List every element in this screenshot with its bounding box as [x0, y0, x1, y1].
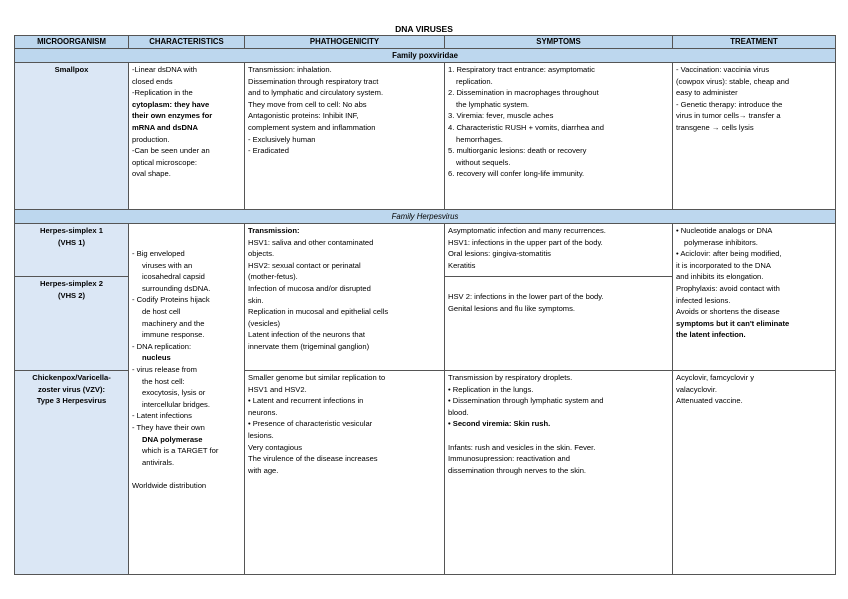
- text-line: the host cell:: [142, 376, 185, 386]
- text-line: lesions.: [248, 430, 274, 440]
- text-line: replication.: [456, 76, 493, 86]
- text-line: HSV2: sexual contact or perinatal: [248, 260, 361, 270]
- text-line: HSV1 and HSV2.: [248, 384, 307, 394]
- text-line: Replication in mucosal and epithelial cells: [248, 307, 389, 317]
- text-line: icosahedral capsid: [142, 272, 205, 282]
- text-line: HSV1: infections in the upper part of the body.: [448, 237, 603, 247]
- text-line: - Vaccination: vaccinia virus: [676, 65, 770, 74]
- header-row: [15, 36, 836, 49]
- smallpox-treatment: [673, 63, 836, 210]
- text-line: mRNA and dsDNA: [132, 122, 198, 132]
- hsv2-name: [15, 277, 129, 371]
- text-line: innervate them (trigeminal ganglion): [248, 341, 370, 351]
- family-row-poxviridae: [15, 49, 836, 63]
- hsv2-symptoms: [445, 277, 673, 371]
- text-line: DNA polymerase: [142, 434, 203, 444]
- text-line: (VHS 2): [57, 290, 85, 300]
- text-line: Infants: rush and vesicles in the skin. Fever.: [448, 442, 596, 452]
- text-line: nucleus: [142, 353, 171, 363]
- text-line: exocytosis, lysis or: [142, 388, 206, 398]
- text-line: 1. Respiratory tract entrance: asymptomatic: [448, 65, 595, 74]
- text-line: valacyclovir.: [676, 384, 717, 394]
- text-line: -Replication in the: [132, 88, 193, 98]
- text-line: Transmission:: [248, 226, 300, 235]
- text-line: Genital lesions and flu like symptoms.: [448, 303, 576, 313]
- text-line: intercellular bridges.: [142, 399, 210, 409]
- hsv1-name: [15, 224, 129, 277]
- header-symptoms: SYMPTOMS: [445, 36, 673, 49]
- text-line: machinery and the: [142, 318, 205, 328]
- text-line: cytoplasm: they have: [132, 99, 210, 109]
- smallpox-name: Smallpox: [15, 63, 129, 210]
- text-line: Avoids or shortens the disease: [676, 307, 780, 317]
- vzv-treatment: [673, 371, 836, 575]
- page-title: DNA VIRUSES: [395, 24, 453, 34]
- blank-line: [448, 430, 669, 442]
- header-pathogenicity: PHATHOGENICITY: [245, 36, 445, 49]
- vzv-name: [15, 371, 129, 575]
- hsv-treatment: [673, 224, 836, 371]
- text-line: complement system and inflammation: [248, 122, 376, 132]
- header-characteristics: CHARACTERISTICS: [129, 36, 245, 49]
- text-line: blood.: [448, 407, 469, 417]
- text-line: The virulence of the disease increases: [248, 454, 378, 464]
- text-line: - Big enveloped: [132, 249, 185, 258]
- hsv1-symptoms: [445, 224, 673, 277]
- dna-viruses-table: [14, 35, 836, 575]
- text-line: infected lesions.: [676, 295, 731, 305]
- text-line: the latent infection.: [676, 330, 746, 340]
- text-line: Transmission by respiratory droplets.: [448, 373, 573, 382]
- text-line: 6. recovery will confer long-life immunity.: [448, 169, 585, 179]
- text-line: 3. Viremia: fever, muscle aches: [448, 111, 554, 121]
- text-line: symptoms but it can't eliminate: [676, 318, 790, 328]
- text-line: de host cell: [142, 306, 181, 316]
- text-line: (vesicles): [248, 318, 281, 328]
- text-line: (VHS 1): [57, 237, 85, 247]
- hsv-pathogenicity: [245, 224, 445, 371]
- text-line: - Genetic therapy: introduce the: [676, 99, 783, 109]
- text-line: Latent infection of the neurons that: [248, 330, 365, 340]
- text-line: it is incorporated to the DNA: [676, 260, 771, 270]
- text-line: Prophylaxis: avoid contact with: [676, 283, 780, 293]
- text-line: immune response.: [142, 330, 205, 340]
- text-line: Very contagious: [248, 442, 303, 452]
- text-line: polymerase inhibitors.: [684, 237, 758, 247]
- text-line: - DNA replication:: [132, 341, 192, 351]
- text-line: their own enzymes for: [132, 111, 213, 121]
- text-line: Herpes-simplex 1: [40, 226, 103, 235]
- text-line: Dissemination through respiratory tract: [248, 76, 379, 86]
- text-line: Transmission: inhalation.: [248, 65, 332, 74]
- text-line: surrounding dsDNA.: [142, 283, 211, 293]
- text-line: and to lymphatic and circulatory system.: [248, 88, 384, 98]
- vzv-pathogenicity: [245, 371, 445, 575]
- text-line: objects.: [248, 249, 275, 259]
- text-line: HSV 2: infections in the lower part of the body.: [448, 292, 604, 301]
- text-line: Immunosupression: reactivation and: [448, 454, 570, 464]
- text-line: (cowpox virus): stable, cheap and: [676, 76, 790, 86]
- header-microorganism: MICROORGANISM: [15, 36, 129, 49]
- table-row-smallpox: [15, 63, 836, 210]
- family-row-herpesvirus: [15, 210, 836, 224]
- text-line: • Latent and recurrent infections in: [248, 396, 364, 406]
- text-line: - Exclusively human: [248, 134, 316, 144]
- text-line: Herpes-simplex 2: [40, 279, 103, 288]
- text-line: • Dissemination through lymphatic system and: [448, 396, 604, 406]
- text-line: Type 3 Herpesvirus: [36, 396, 107, 406]
- text-line: Chickenpox/Varicella-: [32, 373, 111, 382]
- family-label-poxviridae: Family poxviridae: [15, 49, 836, 63]
- text-line: which is a TARGET for: [142, 446, 219, 456]
- text-line: hemorrhages.: [456, 134, 503, 144]
- smallpox-symptoms: [445, 63, 673, 210]
- text-line: 4. Characteristic RUSH + vomits, diarrhea and: [448, 122, 604, 132]
- text-line: closed ends: [132, 76, 173, 86]
- text-line: 5. multiorganic lesions: death or recovery: [448, 146, 587, 156]
- smallpox-pathogenicity: [245, 63, 445, 210]
- text-line: neurons.: [248, 407, 278, 417]
- herpes-characteristics: [129, 224, 245, 575]
- text-line: Oral lesions: gingiva-stomatitis: [448, 249, 551, 259]
- text-line: 2. Dissemination in macrophages throughout: [448, 88, 599, 98]
- text-line: oval shape.: [132, 169, 171, 179]
- text-line: easy to administer: [676, 88, 738, 98]
- text-line: - Latent infections: [132, 411, 192, 421]
- text-line: Keratitis: [448, 260, 476, 270]
- text-line: HSV1: saliva and other contaminated: [248, 237, 374, 247]
- text-line: • Second viremia: Skin rush.: [448, 419, 551, 429]
- text-line: viruses with an: [142, 260, 193, 270]
- text-line: - Codify Proteins hijack: [132, 295, 210, 305]
- text-line: - Eradicated: [248, 146, 289, 156]
- text-line: They move from cell to cell: No abs: [248, 99, 367, 109]
- text-line: optical microscope:: [132, 157, 197, 167]
- text-line: • Presence of characteristic vesicular: [248, 419, 373, 429]
- smallpox-characteristics: [129, 63, 245, 210]
- text-line: (mother-fetus).: [248, 272, 298, 282]
- text-line: without sequels.: [456, 157, 511, 167]
- text-line: antivirals.: [142, 457, 175, 467]
- text-line: production.: [132, 134, 170, 144]
- header-treatment: TREATMENT: [673, 36, 836, 49]
- text-line: Acyclovir, famcyclovir y: [676, 373, 755, 382]
- text-line: virus in tumor cells→ transfer a: [676, 111, 781, 121]
- text-line: - virus release from: [132, 364, 197, 374]
- text-line: Worldwide distribution: [132, 480, 207, 490]
- text-line: dissemination through nerves to the skin.: [448, 465, 587, 475]
- text-line: Smaller genome but similar replication to: [248, 373, 386, 382]
- text-line: with age.: [248, 465, 279, 475]
- text-line: Infection of mucosa and/or disrupted: [248, 283, 371, 293]
- vzv-symptoms: [445, 371, 673, 575]
- text-line: - They have their own: [132, 422, 205, 432]
- text-line: • Nucleotide analogs or DNA: [676, 226, 773, 235]
- text-line: -Linear dsDNA with: [132, 65, 197, 74]
- text-line: transgene → cells lysis: [676, 122, 754, 132]
- text-line: -Can be seen under an: [132, 146, 210, 156]
- text-line: • Replication in the lungs.: [448, 384, 534, 394]
- text-line: Attenuated vaccine.: [676, 396, 743, 406]
- text-line: skin.: [248, 295, 264, 305]
- text-line: and inhibits its elongation.: [676, 272, 764, 282]
- text-line: • Aciclovir: after being modified,: [676, 249, 782, 259]
- text-line: zoster virus (VZV):: [37, 384, 106, 394]
- text-line: Asymptomatic infection and many recurrences.: [448, 226, 606, 235]
- text-line: the lymphatic system.: [456, 99, 530, 109]
- family-label-herpesvirus: Family Herpesvirus: [15, 210, 836, 224]
- table-row-hsv1: [15, 224, 836, 277]
- text-line: Antagonistic proteins: Inhibit INF,: [248, 111, 359, 121]
- blank-line: [132, 468, 241, 480]
